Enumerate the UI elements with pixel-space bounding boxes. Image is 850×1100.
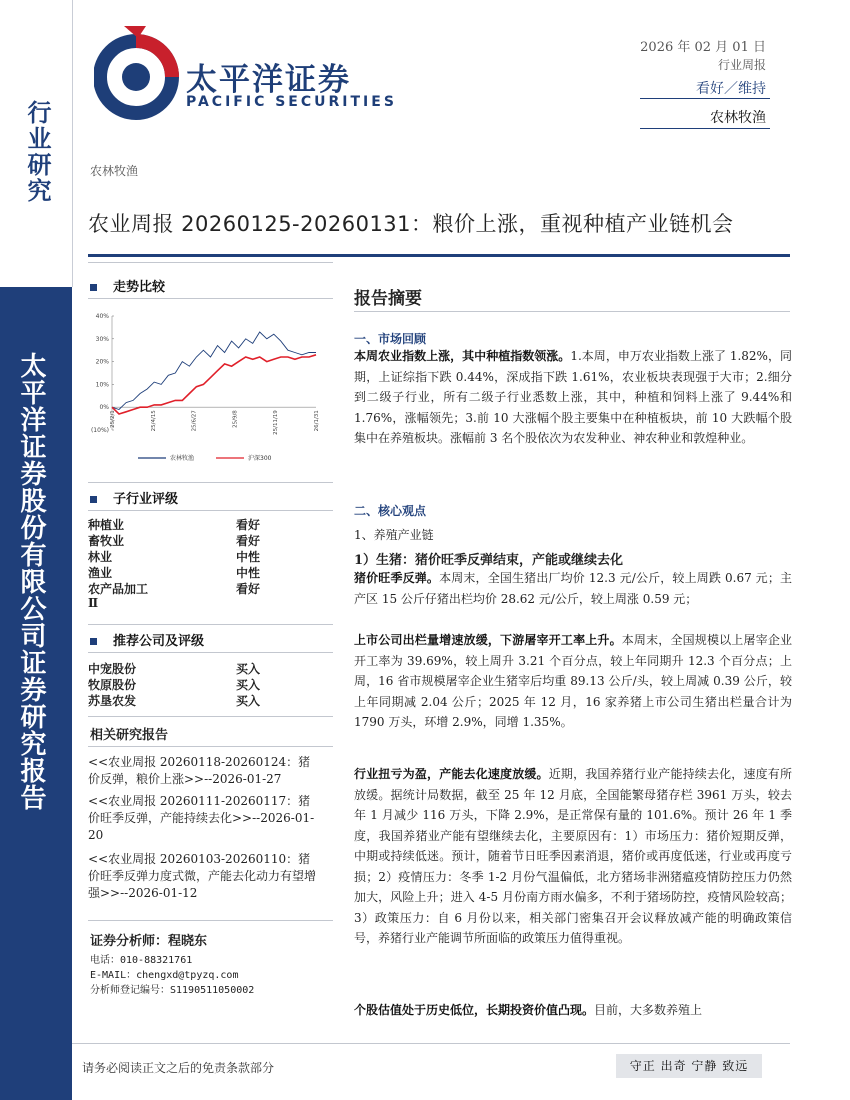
lead-sentence: 猪价旺季反弹。: [354, 571, 440, 585]
subsection-heading-hog: 1）生猪：猪价旺季反弹结束，产能或继续去化: [354, 553, 624, 568]
title-rule: [88, 254, 790, 257]
sub-rating-heading: 子行业评级: [90, 488, 178, 507]
section-rule: [88, 510, 333, 511]
recommend-heading: 推荐公司及评级: [90, 630, 204, 649]
section-rule: [88, 298, 333, 299]
square-bullet-icon: [90, 496, 97, 503]
summary-rule: [354, 311, 790, 312]
x-tick-label: 25/11/19: [273, 410, 280, 435]
rating-row-value: 买入: [236, 678, 261, 692]
rating-row-value: 中性: [236, 566, 261, 580]
lead-sentence: 行业扭亏为盈，产能去化速度放缓。: [354, 767, 549, 781]
square-bullet-icon: [90, 638, 97, 645]
related-report[interactable]: <<农业周报 20260118-20260124：猪价反弹，粮价上涨>>--2026-01-27: [88, 755, 311, 786]
band-label: 行业研究: [23, 100, 52, 204]
section-rule: [88, 716, 333, 717]
rating-row: [88, 548, 288, 564]
market-review-paragraph: [354, 346, 792, 449]
rating-row-value: 买入: [236, 694, 261, 708]
legend-label: 沪深300: [248, 455, 272, 462]
header-divider: [640, 98, 770, 99]
series-line: [112, 355, 316, 414]
legend-label: 农林牧渔: [170, 455, 195, 462]
industry-rating: 看好／维持: [696, 81, 766, 97]
rating-row-name: 畜牧业: [88, 534, 125, 548]
footer-disclaimer[interactable]: 请务必阅读正文之后的免责条款部分: [82, 1061, 275, 1075]
rating-row-value: 中性: [236, 550, 261, 564]
rating-row-name: 渔业: [88, 566, 113, 580]
section-rule: [88, 652, 333, 653]
rating-row-name: 林业: [88, 550, 113, 564]
paragraph-capacity: [354, 764, 792, 949]
rating-row: [88, 580, 288, 596]
y-tick-label: 10%: [95, 381, 109, 389]
rating-row-name: 种植业: [88, 518, 125, 532]
paragraph-body: 目前，大多数养殖上: [594, 1003, 703, 1017]
section-rule: [88, 746, 333, 747]
report-title: 农业周报 20260125-20260131：粮价上涨，重视种植产业链机会: [88, 212, 734, 236]
related-report[interactable]: <<农业周报 20260111-20260117：猪价旺季反弹，产能持续去化>>--2026-01-20: [88, 794, 315, 842]
trend-chart: [88, 306, 328, 476]
rating-row-name: Ⅱ: [88, 596, 99, 610]
summary-title: 报告摘要: [354, 289, 422, 309]
rating-row: [88, 516, 288, 532]
paragraph-body: 近期，我国养猪行业产能持续去化，速度有所放缓。据统计局数据，截至 25 年 12 月底，全国能繁母猪存栏 3961 万头，较去年 1 月减少 116 万头，下降 2.9%，是正常保有量的 101.6%。预计 26 年 1 季度，我国养猪业产能有望继续去化，主要原因有：1）市场压力：猪价短期反弹，中期或持续低迷。预计，随着节日旺季因素消退，猪价或再度低迷，行业或再度亏损；2）疫情压力：冬季 1-2 月份气温偏低，北方猪场非洲猪瘟疫情防控压力仍然加大，风险上升；进入 4-5 月份南方雨水偏多，不利于猪场防控，疫情风险较高；3）政策压力：自 6 月份以来，相关部门密集召开会议释放减产能的明确政策信号，养猪行业产能调节所面临的政策压力值得重视。: [354, 767, 792, 945]
logo-text-en: PACIFIC SECURITIES: [186, 94, 397, 110]
x-tick-label: 25/9/8: [232, 410, 239, 428]
paragraph-valuation: [354, 1000, 792, 1021]
rating-row-value: 看好: [236, 534, 261, 548]
related-heading: 相关研究报告: [90, 728, 169, 743]
x-tick-label: 25/2/1: [110, 410, 116, 428]
subsection-heading: 1、养殖产业链: [354, 528, 434, 542]
footer-motto: 守正 出奇 宁静 致远: [616, 1054, 762, 1078]
trend-heading: 走势比较: [90, 276, 165, 295]
rating-row-name: 中宠股份: [88, 662, 137, 676]
analyst-name: 证券分析师：程晓东: [90, 934, 208, 949]
paragraph-body: 本周末，全国生猪出厂均价 12.3 元/公斤，较上周跌 0.67 元；主产区 15 公斤仔猪出栏均价 28.62 元/公斤，较上周涨 0.59 元；: [354, 571, 792, 606]
section-rule: [88, 262, 333, 263]
y-tick-label: 40%: [95, 313, 109, 320]
rating-row: [88, 676, 288, 692]
square-bullet-icon: [90, 284, 97, 291]
rating-row-name: 农产品加工: [88, 582, 149, 596]
x-tick-label: 25/6/27: [191, 410, 198, 432]
y-tick-label: 20%: [95, 358, 109, 366]
section-rule: [88, 920, 333, 921]
band-company: 太平洋证券股份有限公司证券研究报告: [16, 352, 46, 811]
paragraph-slaughter: [354, 630, 792, 733]
lead-sentence: 上市公司出栏量增速放缓，下游屠宰开工率上升。: [354, 633, 622, 647]
x-tick-label: 26/1/31: [314, 410, 320, 432]
report-date: 2026 年 02 月 01 日: [640, 40, 766, 55]
analyst-license: 分析师登记编号：S1190511050002: [90, 985, 255, 996]
section-rule: [88, 482, 333, 483]
rating-row: [88, 596, 288, 612]
rating-row-value: 看好: [236, 582, 261, 596]
y-tick-label: 30%: [95, 335, 109, 343]
y-tick-label: (10%): [90, 427, 109, 434]
y-tick-label: 0%: [99, 404, 109, 412]
paragraph-hog-price: [354, 568, 792, 609]
section-rule: [88, 624, 333, 625]
rating-row-value: 看好: [236, 518, 261, 532]
category-label: 农林牧渔: [90, 164, 139, 178]
rating-row-name: 苏垦农发: [88, 694, 137, 708]
analyst-phone: 电话：010-88321761: [90, 955, 193, 966]
series-line: [112, 332, 316, 410]
paragraph-body: 本周末，全国规模以上屠宰企业开工率为 39.69%，较上周升 3.21 个百分点，较上年同期升 12.3 个百分点；上周，16 省市规模屠宰企业生猪宰后均重 89.13 公斤/头，较上周减 0.39 公斤，较上年同期减 2.04 公斤；2025 年 12 月，16 家养猪上市公司生猪出栏量合计为 1790 万头，环增 2.9%，同增 1.35%。: [354, 633, 792, 729]
header-divider: [640, 128, 770, 129]
analyst-email[interactable]: E-MAIL：chengxd@tpyzq.com: [90, 970, 239, 981]
x-tick-label: 25/4/15: [150, 410, 157, 432]
related-report[interactable]: <<农业周报 20260103-20260110：猪价旺季反弹力度式微，产能去化动力有望增强>>--2026-01-12: [88, 852, 317, 900]
rating-row: [88, 660, 288, 676]
rating-row-name: 牧原股份: [88, 678, 137, 692]
lead-sentence: 个股估值处于历史低位，长期投资价值凸现。: [354, 1003, 595, 1017]
section-heading-core: 二、核心观点: [354, 504, 427, 518]
paragraph-body: 1.本周，申万农业指数上涨了 1.82%，同期，上证综指下跌 0.44%，深成指下跌 1.61%，农业板块表现强于大市；2.细分到二级子行业，所有二级子行业悉数上涨，其中，种植和饲料上涨了 9.44%和 1.76%，涨幅领先；3.前 10 大涨幅个股主要集中在种植板块，前 10 大跌幅个股集中在养殖板块。涨幅前 3 名个股依次为农发种业、神农种业和敦煌种业。: [354, 349, 792, 445]
rating-row-value: 买入: [236, 662, 261, 676]
lead-sentence: 本周农业指数上涨，其中种植指数领涨。: [354, 349, 571, 363]
rating-row: [88, 564, 288, 580]
rating-row: [88, 532, 288, 548]
section-heading-market: 一、市场回顾: [354, 332, 427, 346]
sector-name: 农林牧渔: [710, 110, 766, 126]
report-type: 行业周报: [717, 58, 766, 72]
rating-row: [88, 692, 288, 708]
logo-text-cn: 太平洋证券: [186, 62, 351, 98]
footer-rule: [72, 1043, 790, 1044]
